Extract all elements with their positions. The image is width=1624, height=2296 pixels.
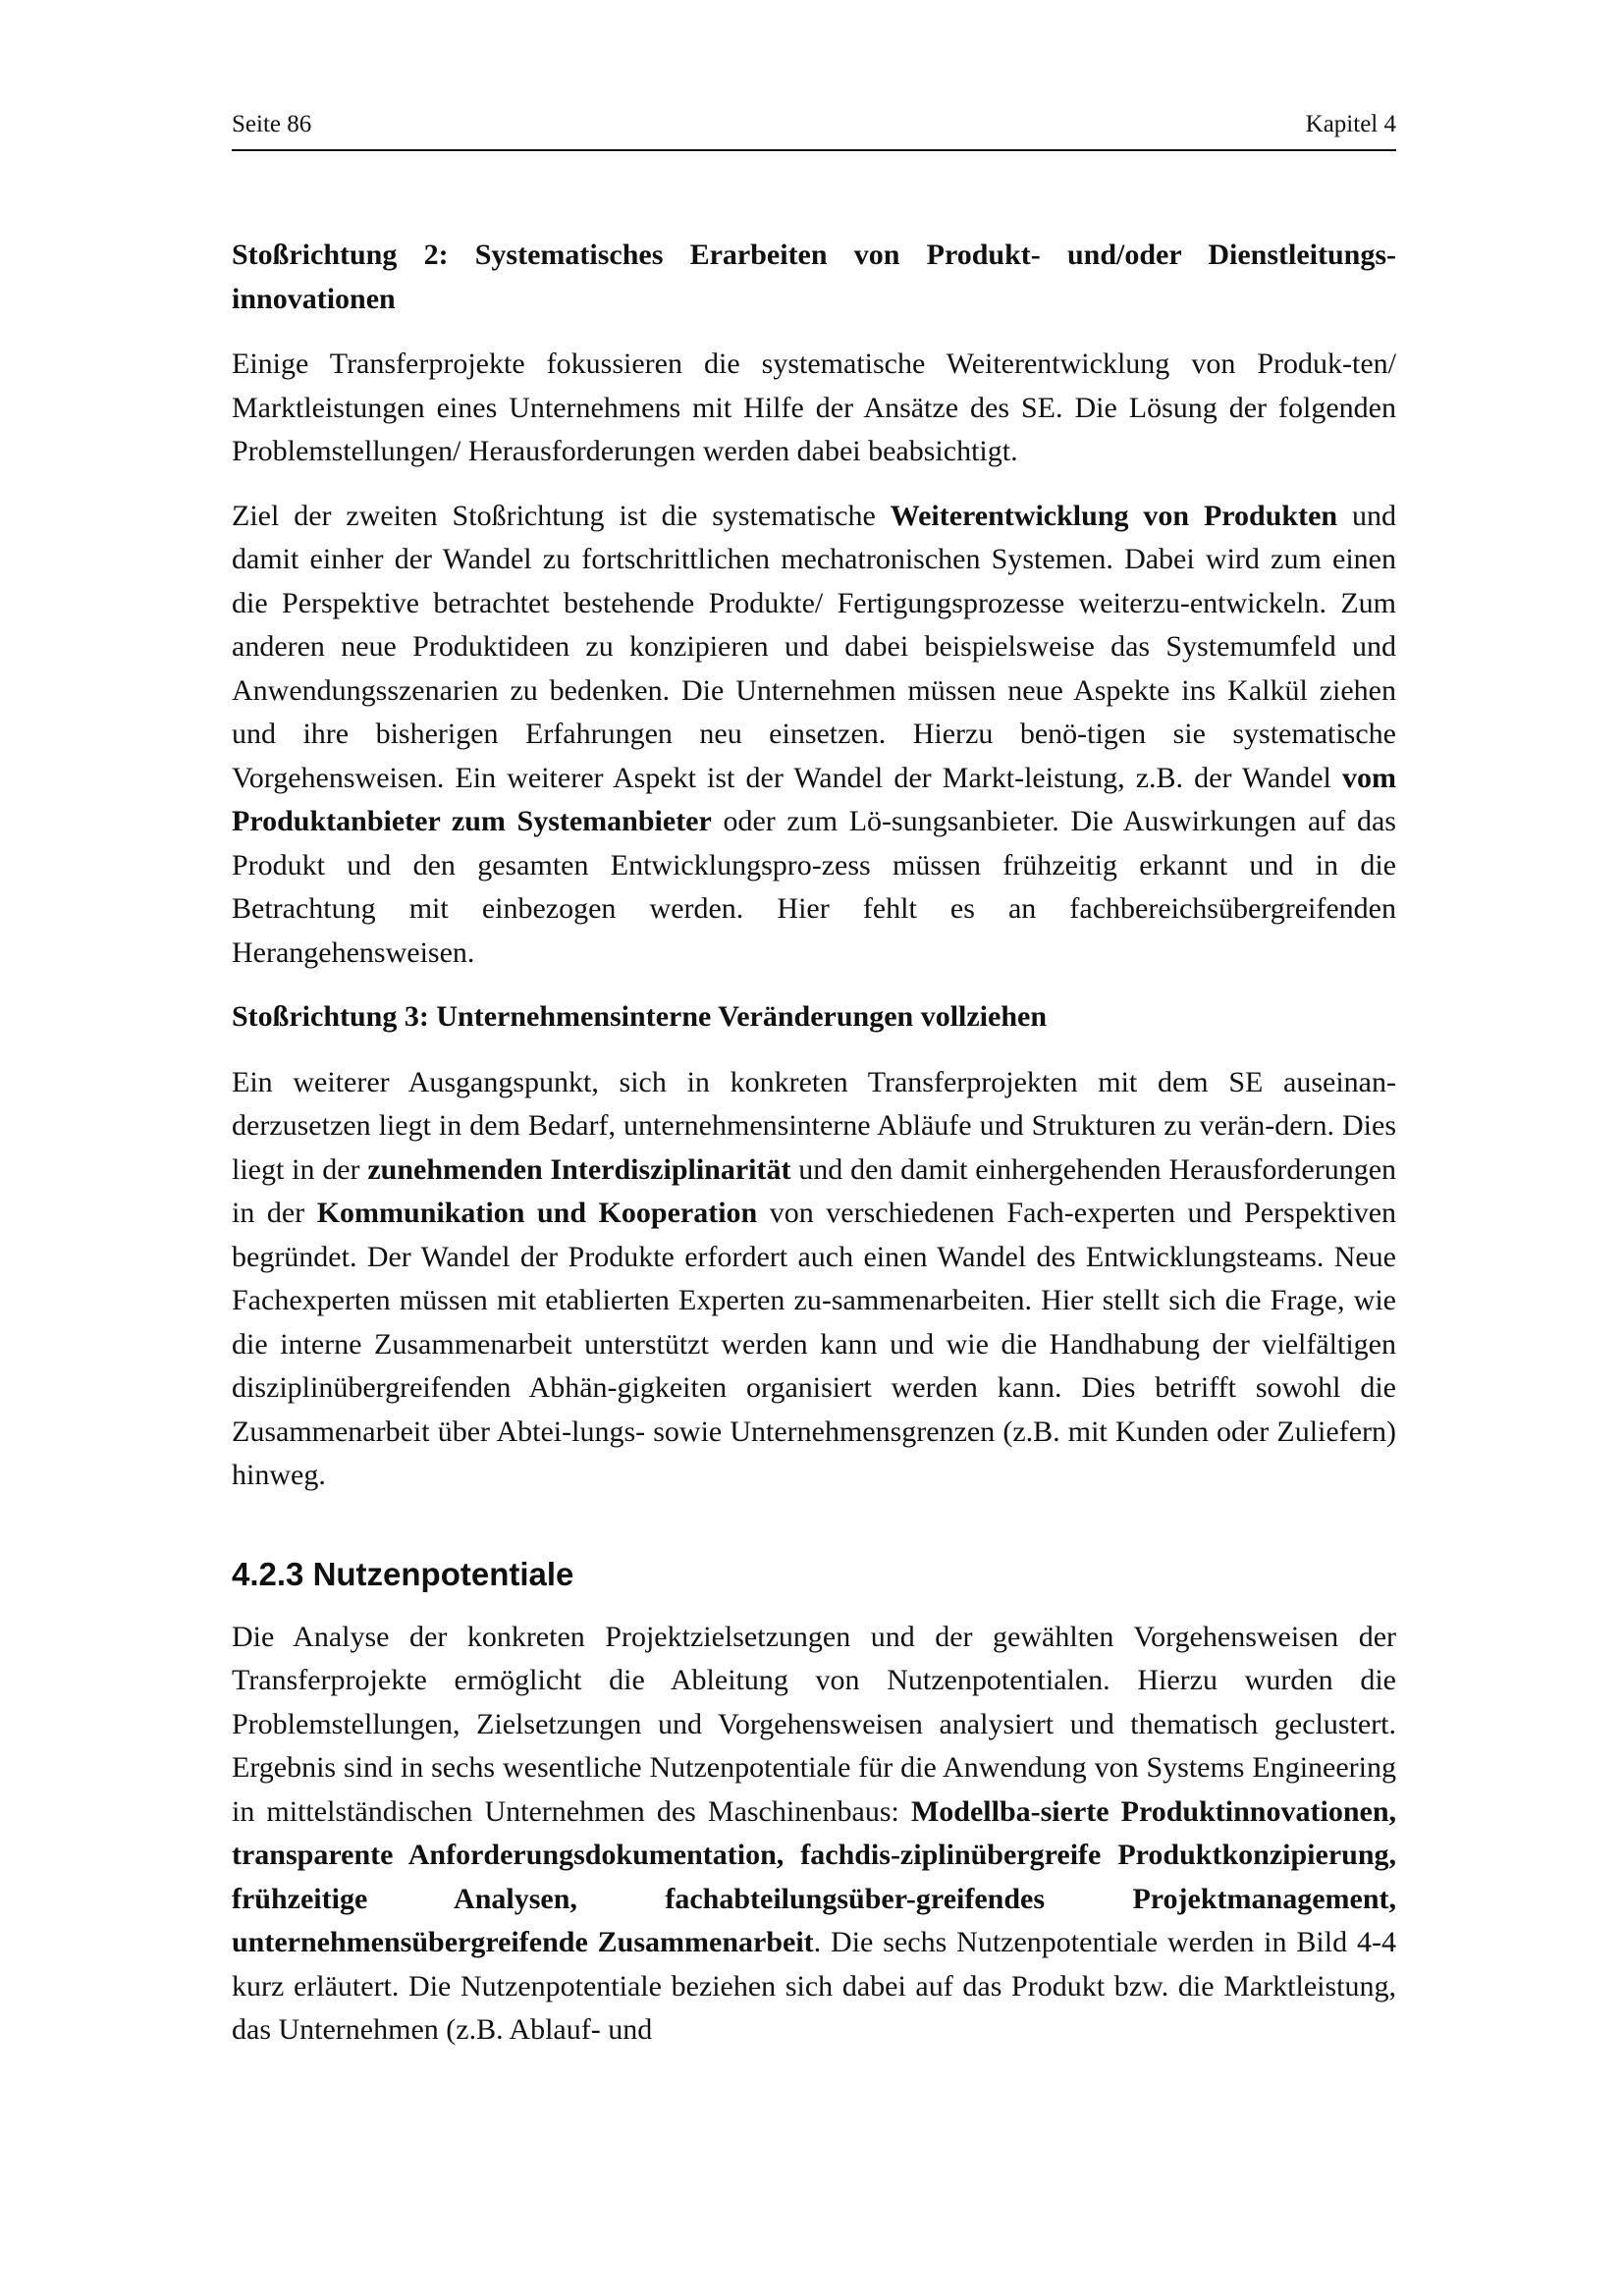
paragraph-analyse: Die Analyse der konkreten Projektzielsetzungen und der gewählten Vorgehensweisen der Transferprojekte ermöglicht die Ableitung von Nutzenpotentialen. Hierzu wurden die Problemstellungen, Zielsetzungen und Vorgehensweisen analysiert und thematisch geclustert. Ergebnis sind in sechs wesentliche Nutzenpotentiale für die Anwendung von Systems Engineering in mittelständischen Unternehmen des Maschinenbaus: Modellba-sierte Produktinnovationen, transparente Anforderungsdokumentation, fachdis-ziplinübergreife Produktkonzipierung, frühzeitige Analysen, fachabteilungsüber-greifendes Projektmanagement, unternehmensübergreifende Zusammenarbeit. Die sechs Nutzenpotentiale werden in Bild 4-4 kurz erläutert. Die Nutzenpotentiale beziehen sich dabei auf das Produkt bzw. die Marktleistung, das Unternehmen (z.B. Ablauf- und: [232, 1620, 1397, 2046]
paragraph-ziel-zweite-stossrichtung: Ziel der zweiten Stoßrichtung ist die systematische Weiterentwicklung von Produkten und damit einher der Wandel zu fortschrittlichen mechatronischen Systemen. Dabei wird zum einen die Perspektive betrachtet bestehende Produkte/ Fertigungsprozesse weiterzu-entwickeln. Zum anderen neue Produktideen zu konzipieren und dabei beispielsweise das Systemumfeld und Anwendungsszenarien zu bedenken. Die Unternehmen müssen neue Aspekte ins Kalkül ziehen und ihre bisherigen Erfahrungen neu einsetzen. Hierzu benö-tigen sie systematische Vorgehensweisen. Ein weiterer Aspekt ist der Wandel der Markt-leistung, z.B. der Wandel vom Produktanbieter zum Systemanbieter oder zum Lö-sungsanbieter. Die Auswirkungen auf das Produkt und den gesamten Entwicklungspro-zess müssen frühzeitig erkannt und in die Betrachtung mit einbezogen werden. Hier fehlt es an fachbereichsübergreifenden Herangehensweisen.: [232, 499, 1396, 969]
section-heading-stossrichtung-2: Stoßrichtung 2: Systematisches Erarbeiten von Produkt- und/oder Dienstleitungs-innovationen: [232, 239, 1396, 315]
chapter-label: Kapitel 4: [1305, 111, 1396, 137]
page-number-label: Seite 86: [232, 111, 312, 137]
section-heading-nutzenpotentiale: 4.2.3 Nutzenpotentiale: [232, 1555, 574, 1592]
emphasis-nutzenpotentiale-list: Modellba-sierte Produktinnovationen, transparente Anforderungsdokumentation, fachdis-ziplinübergreife Produktkonzipierung, frühzeitige Analysen, fachabteilungsüber-greifendes Projektmanagement, unternehmensübergreifende Zusammenarbeit: [232, 1794, 1397, 1958]
emphasis-kommunikation: Kommunikation und Kooperation: [316, 1197, 758, 1229]
header-rule: [232, 149, 1396, 151]
paragraph-transferprojekte: Einige Transferprojekte fokussieren die systematische Weiterentwicklung von Produk-ten/ Marktleistungen eines Unternehmens mit Hilfe der Ansätze des SE. Die Lösung der folgenden Problemstellungen/ Herausforderungen werden dabei beabsichtigt.: [232, 347, 1396, 467]
section-heading-stossrichtung-3: Stoßrichtung 3: Unternehmensinterne Veränderungen vollziehen: [232, 1000, 1048, 1033]
emphasis-interdisziplinaritaet: zunehmenden Interdisziplinarität: [367, 1152, 791, 1186]
running-header: [232, 110, 1396, 139]
emphasis-weiterentwicklung: Weiterentwicklung von Produkten: [890, 499, 1338, 532]
paragraph-ausgangspunkt: Ein weiterer Ausgangspunkt, sich in konkreten Transferprojekten mit dem SE auseinan-derzusetzen liegt in dem Bedarf, unternehmensinterne Abläufe und Strukturen zu verän-dern. Dies liegt in der zunehmenden Interdisziplinarität und den damit einhergehenden Herausforderungen in der Kommunikation und Kooperation von verschiedenen Fach-experten und Perspektiven begründet. Der Wandel der Produkte erfordert auch einen Wandel des Entwicklungsteams. Neue Fachexperten müssen mit etablierten Experten zu-sammenarbeiten. Hier stellt sich die Frage, wie die interne Zusammenarbeit unterstützt werden kann und wie die Handhabung der vielfältigen disziplinübergreifenden Abhän-gigkeiten organisiert werden kann. Dies betrifft sowohl die Zusammenarbeit über Abtei-lungs- sowie Unternehmensgrenzen (z.B. mit Kunden oder Zuliefern) hinweg.: [232, 1065, 1397, 1491]
emphasis-systemanbieter: vom Produktanbieter zum Systemanbieter: [232, 761, 1396, 837]
body-text: [232, 234, 1396, 2073]
